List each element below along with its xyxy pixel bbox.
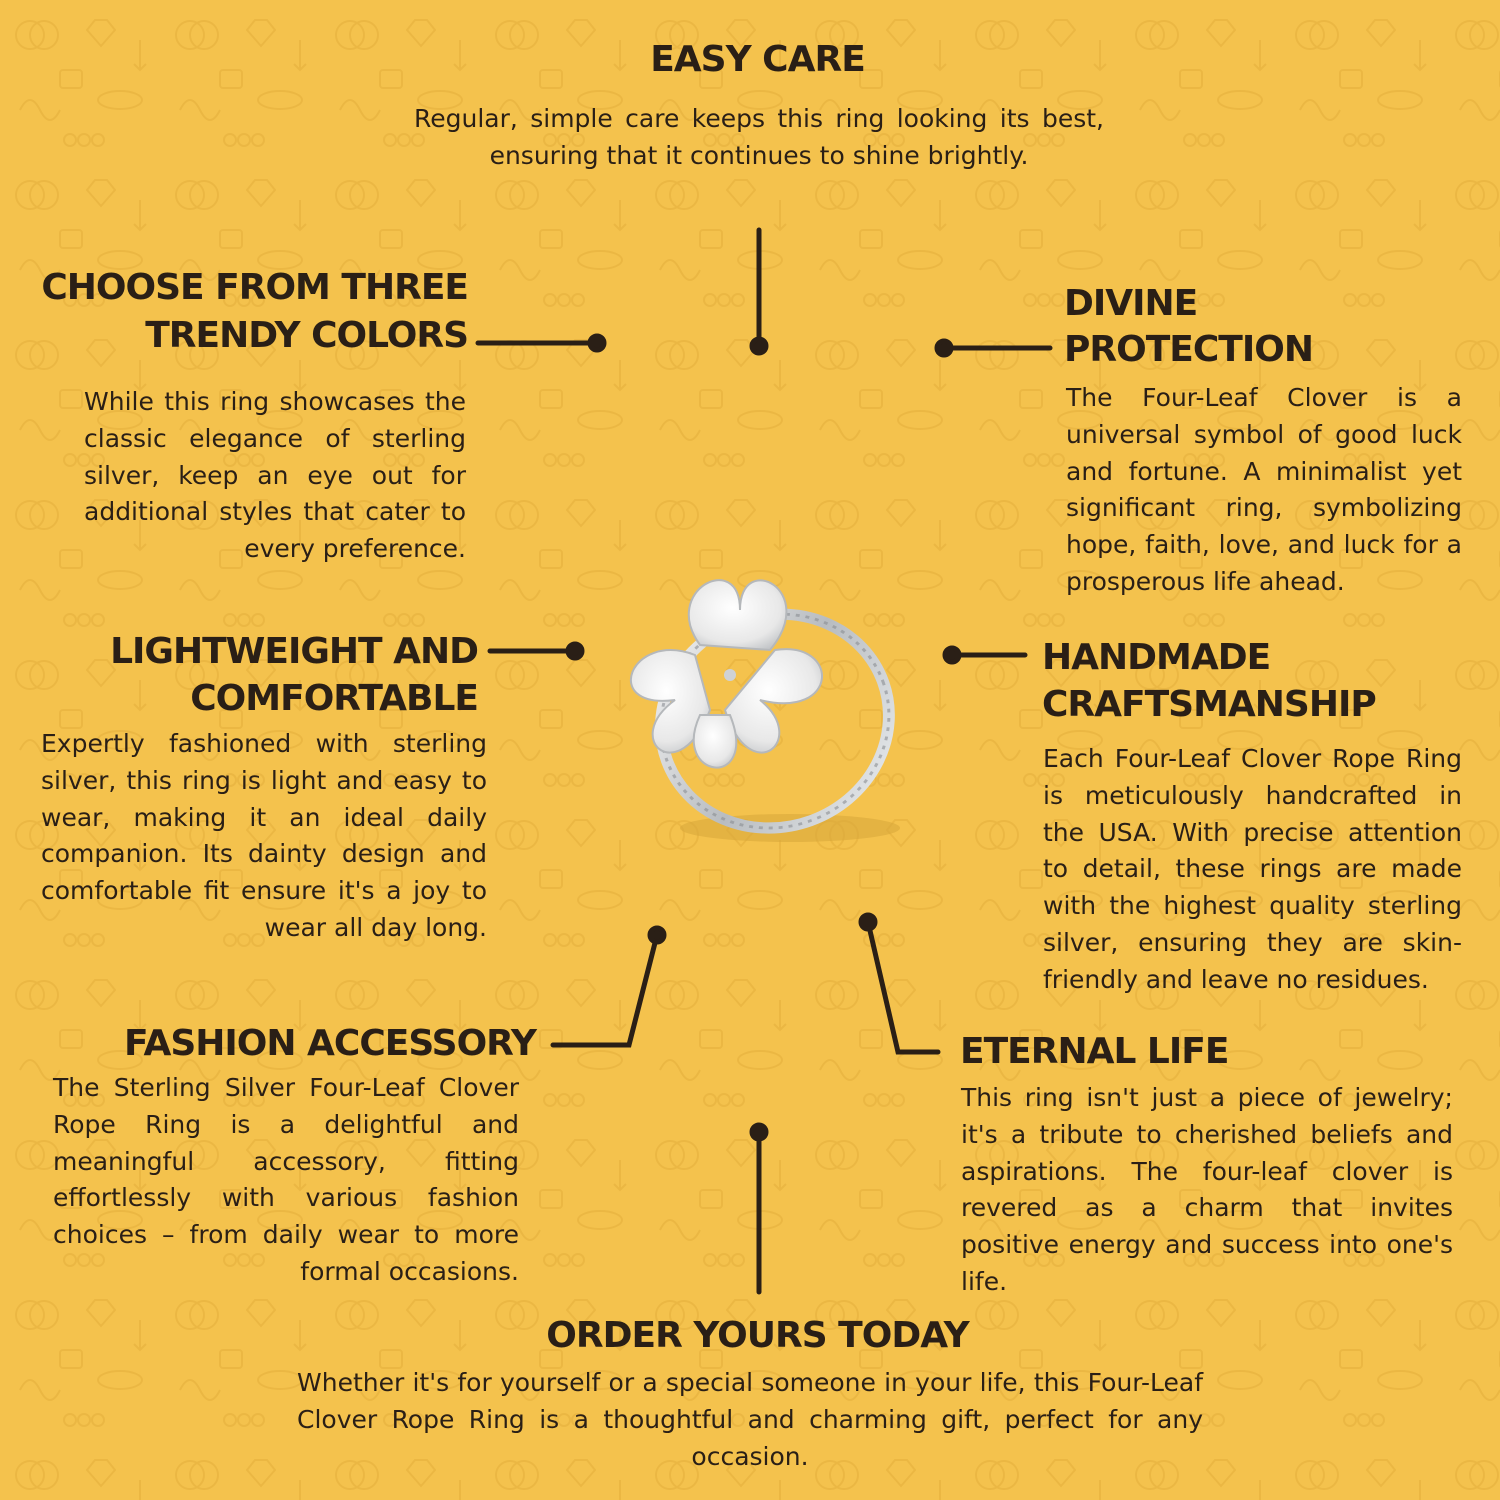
fashion-title: FASHION ACCESSORY <box>124 1023 536 1064</box>
divine-title-line2: PROTECTION <box>1064 329 1313 370</box>
lightweight-title-line2: COMFORTABLE <box>190 678 478 719</box>
eternal-title: ETERNAL LIFE <box>960 1031 1229 1072</box>
colors-title-line1: CHOOSE FROM THREE <box>41 267 468 308</box>
lightweight-title-line1: LIGHTWEIGHT AND <box>110 631 478 672</box>
connector-eternal <box>868 922 938 1052</box>
order-text: Whether it's for yourself or a special someone in your life, this Four-Leaf Clover Rope Ring is a thoughtful and charming gift, perfect for any occasion. <box>297 1368 1203 1471</box>
eternal-text: This ring isn't just a piece of jewelry; it's a tribute to cherished beliefs and aspirations. The four-leaf clover is revered as a charm that invites positive energy and success into one's life. <box>961 1083 1453 1296</box>
colors-text: While this ring showcases the classic elegance of sterling silver, keep an eye out for additional styles that cater to every preference. <box>84 387 466 564</box>
fashion-text: The Sterling Silver Four-Leaf Clover Rope Ring is a delightful and meaningful accessory, fitting effortlessly with various fashion choices – from daily wear to more formal occasions. <box>53 1073 519 1286</box>
easy-care-text: Regular, simple care keeps this ring looking its best, ensuring that it continues to shine brightly. <box>414 104 1104 170</box>
divine-title-line1: DIVINE <box>1064 283 1198 324</box>
lightweight-text: Expertly fashioned with sterling silver, this ring is light and easy to wear, making it an ideal daily companion. Its dainty design and comfortable fit ensure it's a joy to wear all day long. <box>41 729 487 942</box>
order-title: ORDER YOURS TODAY <box>546 1315 969 1356</box>
connector-fashion <box>553 935 657 1045</box>
colors-title-line2: TRENDY COLORS <box>145 315 468 356</box>
divine-text: The Four-Leaf Clover is a universal symbol of good luck and fortune. A minimalist yet significant ring, symbolizing hope, faith, love, and luck for a prosperous life ahead. <box>1066 383 1462 596</box>
handmade-title-line2: CRAFTSMANSHIP <box>1042 684 1376 725</box>
handmade-text: Each Four-Leaf Clover Rope Ring is meticulously handcrafted in the USA. With precise attention to detail, these rings are made with the highest quality sterling silver, ensuring they are skin-friendly and leave no residues. <box>1043 744 1462 994</box>
clover-ring-image <box>590 550 920 870</box>
easy-care-title: EASY CARE <box>650 39 865 80</box>
handmade-title-line1: HANDMADE <box>1042 637 1271 678</box>
